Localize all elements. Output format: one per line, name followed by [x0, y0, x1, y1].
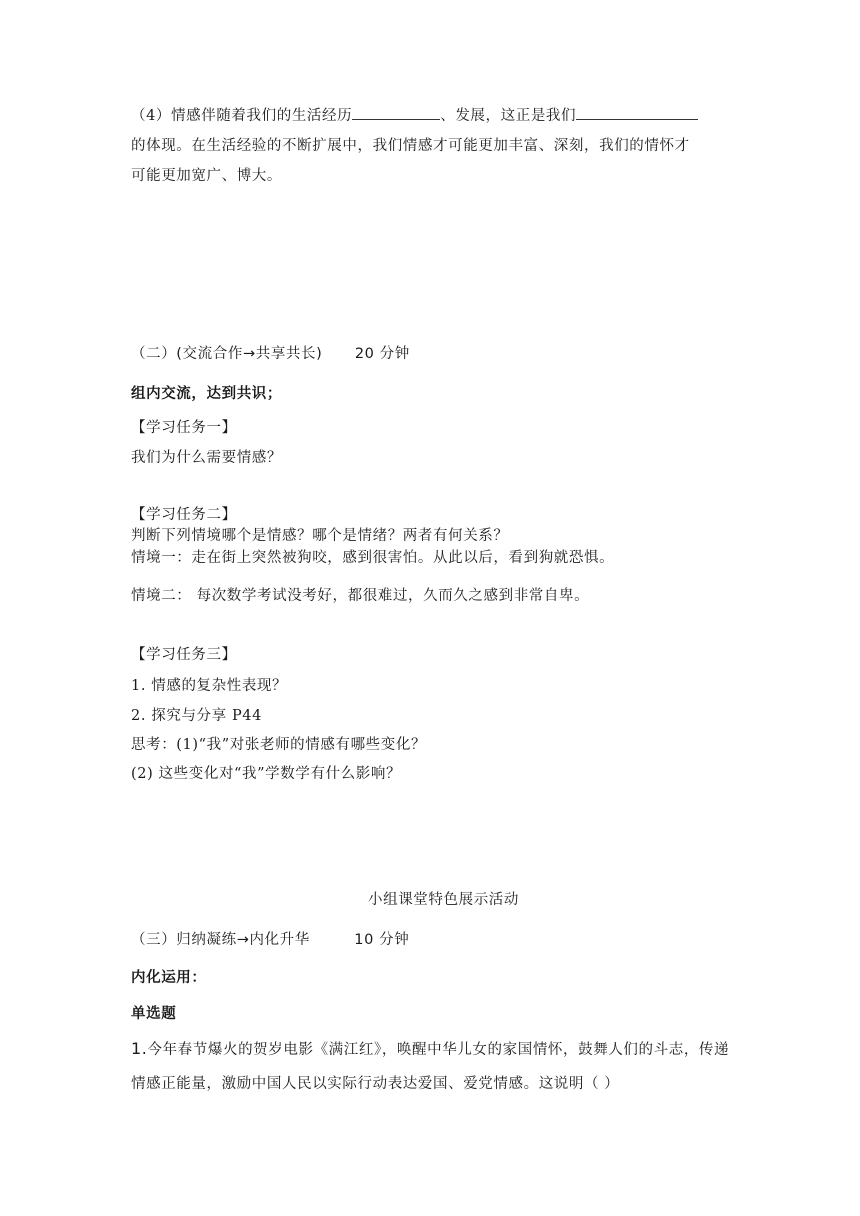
scene1-text: 情境一：走在街上突然被狗咬，感到很害怕。从此以后，看到狗就恐惧。	[131, 550, 615, 566]
task3-question1: 1. 情感的复杂性表现？	[131, 678, 288, 694]
question1-line2: 情感正能量，激励中国人民以实际行动表达爱国、爱党情感。这说明（ ）	[131, 1076, 620, 1092]
think-question2: (2) 这些变化对“我”学数学有什么影响？	[131, 766, 402, 782]
task3-title: 【学习任务三】	[131, 647, 237, 663]
item4-mid: 、发展，这正是我们	[440, 108, 577, 124]
question1-text1: 今年春节爆火的贺岁电影《满江红》，唤醒中华儿女的家国情怀，鼓舞人们的斗志，传递	[147, 1042, 730, 1058]
apply-label: 内化运用：	[131, 970, 207, 986]
section3-heading	[131, 928, 409, 949]
question1-line1	[131, 1038, 729, 1059]
task3-question2: 2. 探究与分享 P44	[131, 708, 262, 724]
activity-title: 小组课堂特色展示活动	[368, 892, 519, 908]
task1-question: 我们为什么需要情感？	[131, 450, 282, 466]
question1-number: 1.	[131, 1039, 148, 1058]
item4-prefix: （4）情感伴随着我们的生活经历	[131, 108, 353, 124]
think-question1: 思考：(1)“我”对张老师的情感有哪些变化？	[131, 737, 427, 753]
section2-heading	[131, 342, 410, 363]
fill-blank-1[interactable]	[352, 106, 440, 120]
item4-line3: 可能更加宽广、博大。	[131, 168, 282, 184]
section2-time: 20 分钟	[354, 346, 410, 362]
item4-line2: 的体现。在生活经验的不断扩展中，我们情感才可能更加丰富、深刻，我们的情怀才	[131, 138, 690, 154]
item4-line1	[131, 104, 698, 125]
section3-time: 10 分钟	[354, 932, 410, 948]
task1-title: 【学习任务一】	[131, 420, 237, 436]
fill-blank-2[interactable]	[576, 106, 698, 120]
section2-heading-text: （二）(交流合作→共享共长)	[131, 346, 323, 362]
scene2-text: 情境二： 每次数学考试没考好，都很难过，久而久之感到非常自卑。	[131, 588, 590, 604]
single-choice-label: 单选题	[131, 1006, 177, 1022]
task2-question: 判断下列情境哪个是情感？哪个是情绪？两者有何关系？	[131, 528, 509, 544]
section2-subheading: 组内交流，达到共识；	[131, 386, 282, 402]
section3-heading-text: （三）归纳凝练→内化升华	[131, 932, 310, 948]
task2-title: 【学习任务二】	[131, 507, 237, 523]
